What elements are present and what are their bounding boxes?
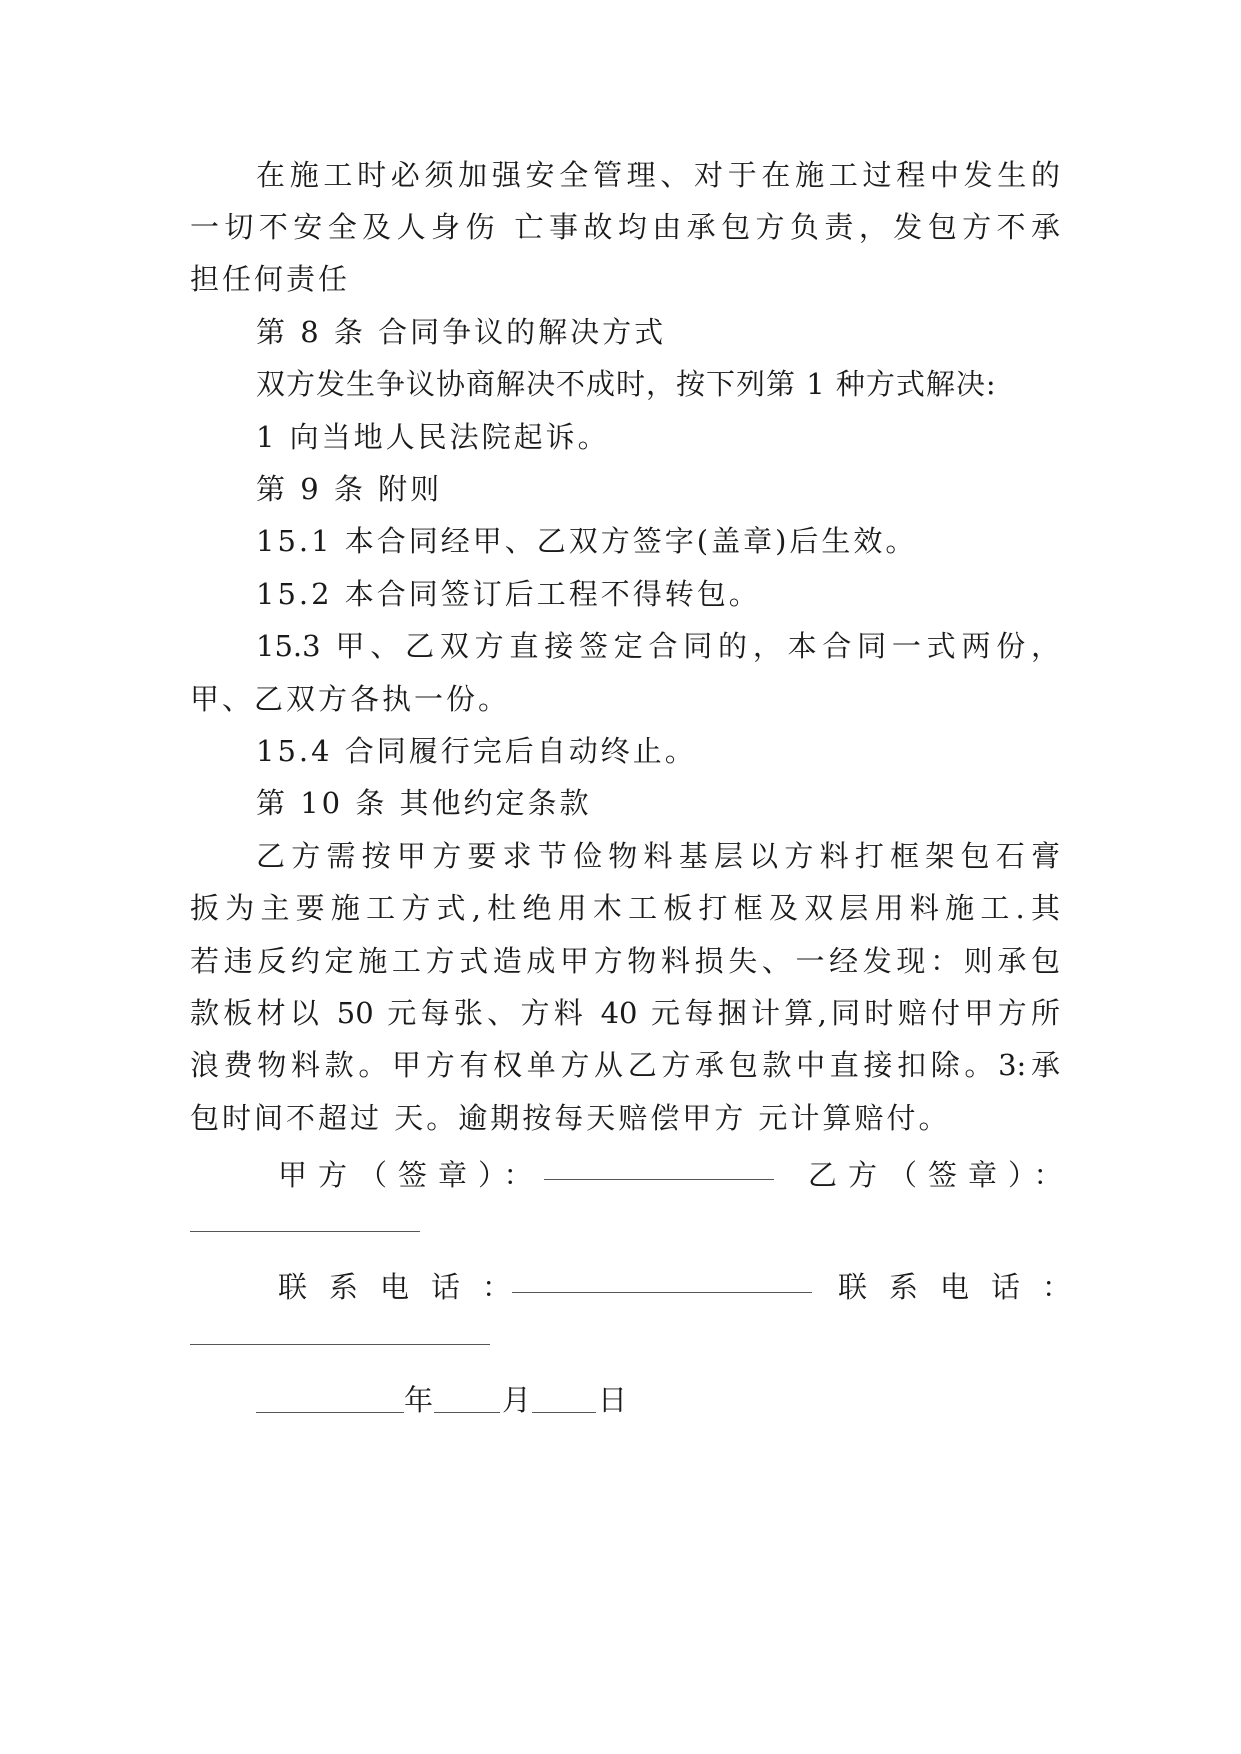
paragraph-line: 双方发生争议协商解决不成时，按下列第 1 种方式解决:	[256, 367, 997, 401]
paragraph-line: 15.4 合同履行完后自动终止。	[256, 734, 697, 768]
day-label: 日	[598, 1383, 628, 1417]
month-line[interactable]	[434, 1412, 500, 1413]
paragraph-line: 担任何责任	[190, 262, 351, 296]
article-heading: 第 8 条 合同争议的解决方式	[256, 315, 667, 349]
paragraph-line: 浪费物料款。甲方有权单方从乙方承包款中直接扣除。3:承	[190, 1048, 1060, 1082]
article-heading: 第 10 条 其他约定条款	[256, 786, 592, 820]
article-heading: 第 9 条 附则	[256, 472, 443, 506]
month-label: 月	[502, 1383, 532, 1417]
paragraph-line: 甲、乙双方各执一份。	[190, 682, 511, 716]
day-line[interactable]	[532, 1412, 596, 1413]
paragraph-line: 一切不安全及人身伤 亡事故均由承包方负责，发包方不承	[190, 210, 1060, 244]
party-b-signature-line[interactable]	[190, 1231, 420, 1232]
party-a-signature-line[interactable]	[544, 1179, 774, 1180]
party-b-phone-line[interactable]	[190, 1344, 490, 1345]
paragraph-line: 15.2 本合同签订后工程不得转包。	[256, 577, 761, 611]
party-a-signature-label: 甲方（签章）：	[278, 1158, 544, 1192]
paragraph-line: 若违反约定施工方式造成甲方物料损失、一经发现：则承包	[190, 944, 1060, 978]
paragraph-line: 在施工时必须加强安全管理、对于在施工过程中发生的	[256, 158, 1060, 192]
paragraph-line: 1 向当地人民法院起诉。	[256, 420, 610, 454]
party-a-phone-label: 联系电话：	[278, 1270, 534, 1304]
party-a-phone-line[interactable]	[512, 1292, 812, 1293]
paragraph-line: 扳为主要施工方式,杜绝用木工板打框及双层用料施工.其	[190, 891, 1060, 925]
paragraph-line: 15.1 本合同经甲、乙双方签字(盖章)后生效。	[256, 524, 918, 558]
year-line[interactable]	[256, 1412, 404, 1413]
paragraph-line: 包时间不超过 天。逾期按每天赔偿甲方 元计算赔付。	[190, 1101, 951, 1135]
year-label: 年	[404, 1383, 434, 1417]
party-b-phone-label: 联系电话：	[838, 1270, 1094, 1304]
party-b-signature-label: 乙方（签章）：	[808, 1158, 1074, 1192]
paragraph-line: 15.3 甲、乙双方直接签定合同的，本合同一式两份，	[256, 629, 1060, 663]
paragraph-line: 乙方需按甲方要求节俭物料基层以方料打框架包石膏	[256, 839, 1060, 873]
paragraph-line: 款板材以 50 元每张、方料 40 元每捆计算,同时赔付甲方所	[190, 996, 1060, 1030]
